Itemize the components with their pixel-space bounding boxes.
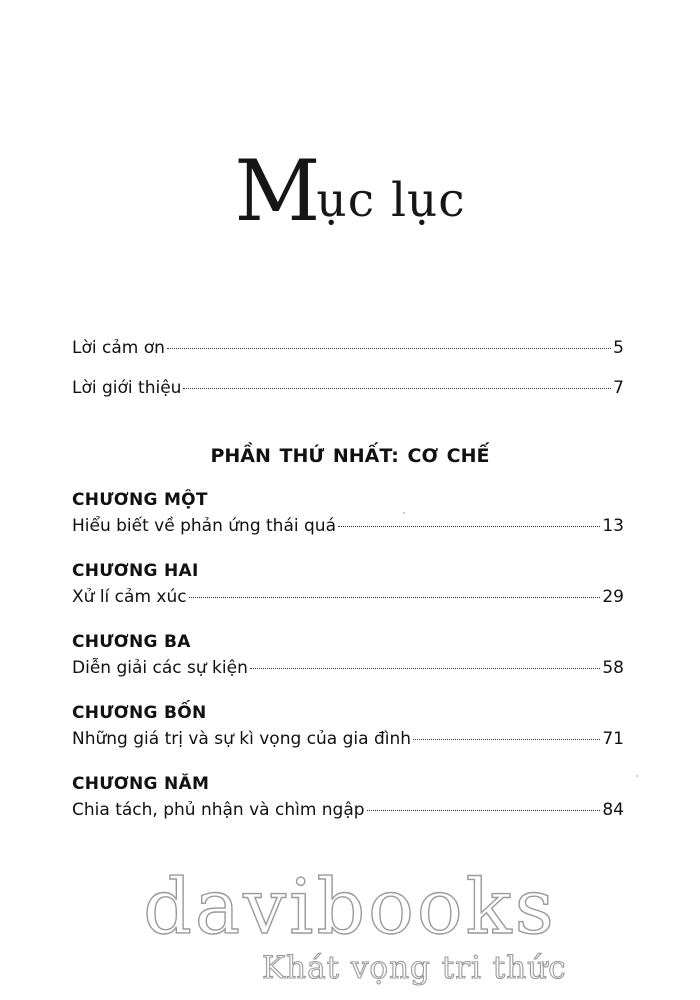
toc-page-number: 5 bbox=[613, 338, 624, 358]
page-title bbox=[0, 138, 700, 238]
chapter-heading: CHƯƠNG BA bbox=[72, 632, 191, 652]
toc-page-number: 29 bbox=[602, 587, 624, 607]
toc-entry-chapter-5 bbox=[72, 800, 624, 826]
toc-entry-text: Xử lí cảm xúc bbox=[72, 587, 187, 607]
toc-page-number: 7 bbox=[613, 378, 624, 398]
toc-entry-text: Lời giới thiệu bbox=[72, 378, 182, 398]
chapter-heading: CHƯƠNG HAI bbox=[72, 561, 199, 581]
dot-leader bbox=[367, 810, 601, 811]
toc-entry-acknowledgements bbox=[72, 338, 624, 364]
toc-entry-text: Diễn giải các sự kiện bbox=[72, 658, 248, 678]
part-heading: PHẦN THỨ NHẤT: CƠ CHẾ bbox=[210, 445, 490, 467]
toc-page-number: 71 bbox=[602, 729, 624, 749]
toc-entry-text: Lời cảm ơn bbox=[72, 338, 165, 358]
toc-entry-text: Những giá trị và sự kì vọng của gia đình bbox=[72, 729, 412, 749]
watermark-brand: davibooks bbox=[143, 862, 557, 951]
chapter-heading: CHƯƠNG BỐN bbox=[72, 703, 207, 723]
dot-leader bbox=[338, 526, 600, 527]
toc-page-number: 13 bbox=[602, 516, 624, 536]
toc-entry-introduction bbox=[72, 378, 624, 404]
dot-leader bbox=[250, 668, 600, 669]
dot-leader bbox=[167, 348, 611, 349]
dot-leader bbox=[413, 739, 600, 740]
toc-entry-chapter-1 bbox=[72, 516, 624, 542]
toc-entry-chapter-4 bbox=[72, 729, 624, 755]
title-initial: M bbox=[234, 142, 317, 240]
toc-page-number: 84 bbox=[602, 800, 624, 820]
toc-page-number: 58 bbox=[602, 658, 624, 678]
toc-entry-text: Hiểu biết về phản ứng thái quá bbox=[72, 516, 336, 536]
watermark-tagline: Khát vọng tri thức bbox=[262, 950, 567, 986]
toc-entry-chapter-2 bbox=[72, 587, 624, 613]
title-rest: ục lục bbox=[316, 173, 466, 228]
dot-leader bbox=[183, 388, 611, 389]
paper-speck bbox=[636, 775, 638, 777]
dot-leader bbox=[189, 597, 601, 598]
paper-speck bbox=[403, 512, 405, 514]
chapter-heading: CHƯƠNG MỘT bbox=[72, 490, 208, 510]
toc-entry-chapter-3 bbox=[72, 658, 624, 684]
chapter-heading: CHƯƠNG NĂM bbox=[72, 774, 210, 794]
toc-entry-text: Chia tách, phủ nhận và chìm ngập bbox=[72, 800, 365, 820]
